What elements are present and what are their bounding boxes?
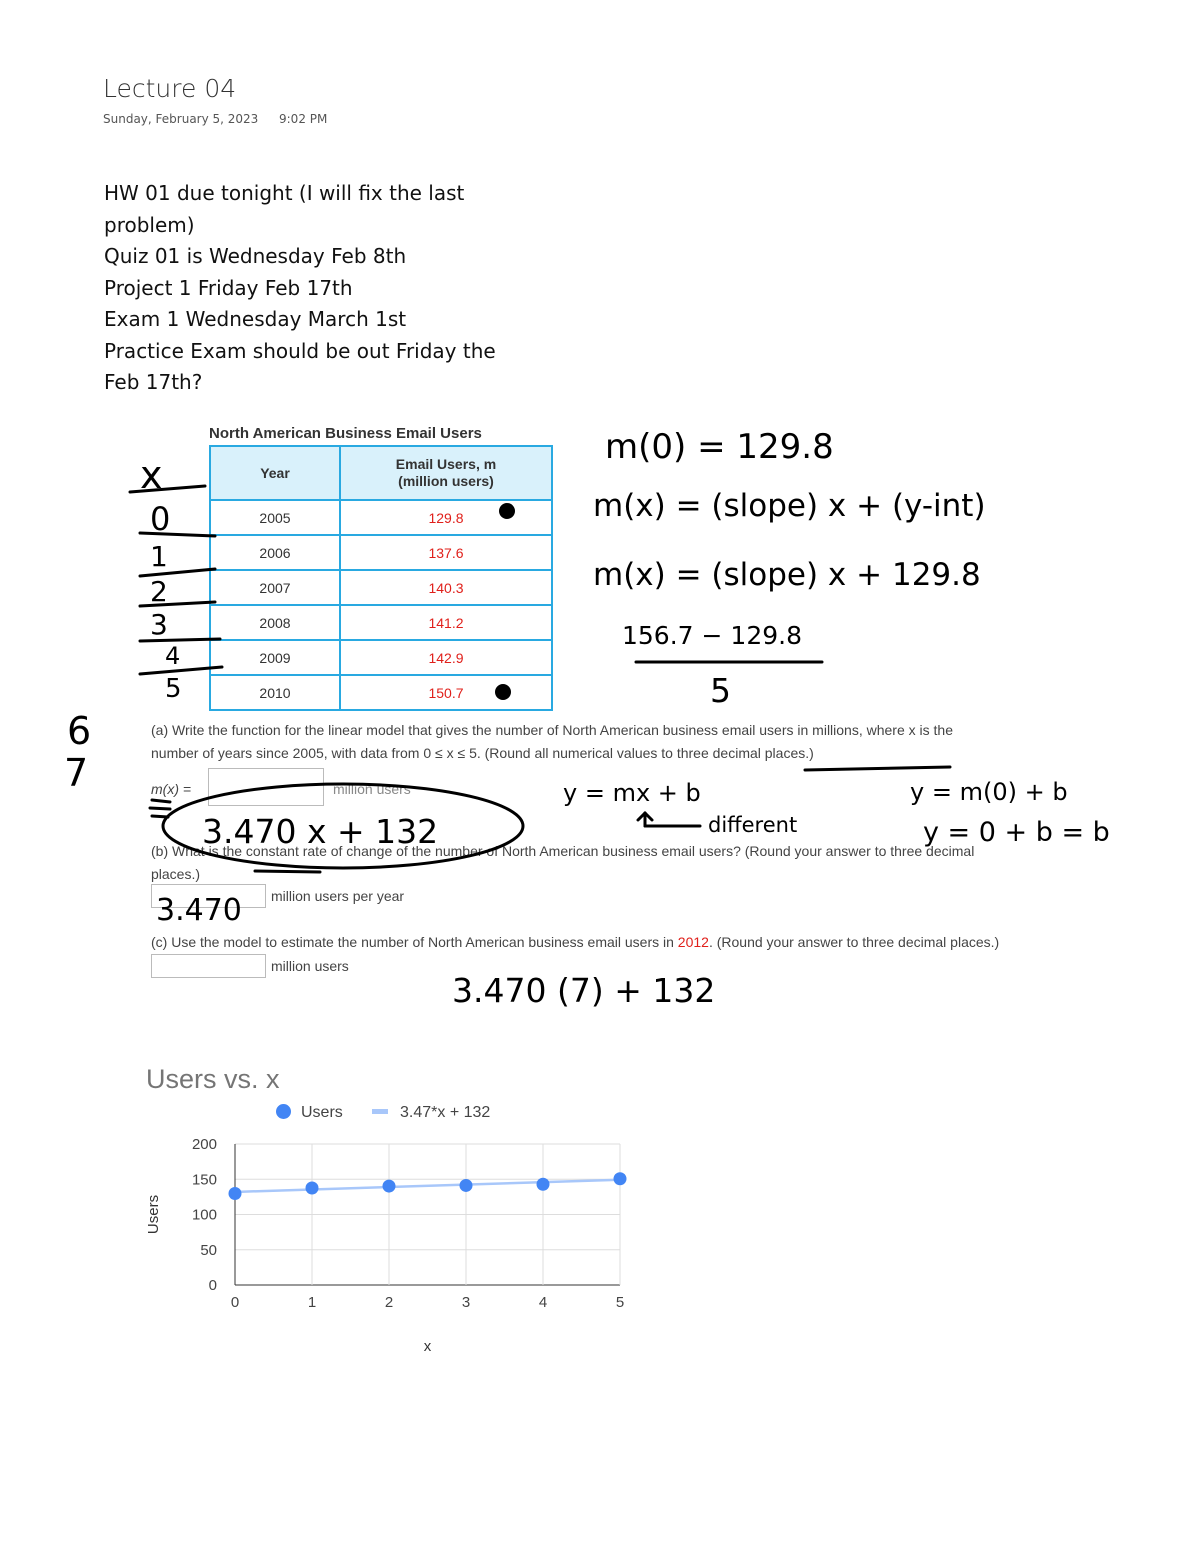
users-chart (140, 1130, 640, 1360)
data-point (537, 1178, 550, 1191)
question-b-line2: places.) (151, 866, 201, 882)
y-tick-label: 150 (191, 1171, 217, 1189)
x-tick-label: 2 (384, 1294, 394, 1311)
data-point (614, 1172, 627, 1185)
hand-slope-denominator: 5 (710, 671, 731, 710)
year-cell: 2010 (210, 675, 340, 710)
year-cell: 2007 (210, 570, 340, 605)
x-tick-label: 0 (230, 1294, 240, 1311)
hand-y-0-b: y = 0 + b = b (923, 817, 1110, 848)
dot-mark (499, 503, 515, 519)
x-tick-label: 5 (615, 1294, 625, 1311)
legend-trendline (372, 1104, 490, 1122)
answer-c-unit: million users (271, 958, 349, 974)
answer-a-label: m(x) = (151, 781, 192, 797)
hand-x-header: x (140, 453, 163, 497)
legend-line-icon (372, 1109, 388, 1114)
hand-answer-c: 3.470 (7) + 132 (452, 971, 716, 1010)
hand-slope-numerator: 156.7 − 129.8 (622, 621, 802, 650)
page-title: Lecture 04 (103, 74, 237, 103)
data-point (383, 1180, 396, 1193)
hand-mx-specific: m(x) = (slope) x + 129.8 (593, 557, 981, 593)
hand-different: different (708, 813, 798, 837)
question-c-year: 2012 (677, 934, 709, 950)
y-axis-label: Users (145, 1194, 162, 1235)
chart-title: Users vs. x (146, 1064, 280, 1094)
page-date: Sunday, February 5, 2023 (103, 112, 259, 126)
question-c-pre: (c) Use the model to estimate the number of North American business email users in (151, 934, 678, 950)
hand-x-value: 2 (150, 575, 168, 608)
column-header-users-line2: (million users) (398, 473, 494, 489)
hand-x-value: 4 (165, 642, 181, 670)
note-line: Feb 17th? (104, 370, 203, 394)
users-cell: 142.9 (340, 640, 552, 675)
users-cell: 137.6 (340, 535, 552, 570)
data-point (306, 1181, 319, 1194)
legend-dot-icon (276, 1104, 291, 1119)
x-tick-label: 3 (461, 1294, 471, 1311)
y-tick-label: 200 (191, 1136, 217, 1153)
hand-answer-b: 3.470 (156, 893, 242, 928)
y-tick-label: 100 (191, 1206, 217, 1224)
x-tick-label: 1 (307, 1294, 317, 1311)
legend-users-label: Users (301, 1104, 343, 1121)
users-cell: 129.8 (340, 500, 552, 535)
data-point (229, 1187, 242, 1200)
year-cell: 2009 (210, 640, 340, 675)
x-axis-label: x (423, 1338, 432, 1355)
hand-m0: m(0) = 129.8 (605, 427, 834, 467)
hand-x-value: 5 (165, 674, 182, 704)
legend-trendline-label: 3.47*x + 132 (400, 1104, 491, 1121)
question-a-line1: (a) Write the function for the linear model that gives the number of North American business email users in millions, where x is the (151, 722, 953, 738)
users-cell: 141.2 (340, 605, 552, 640)
hand-extra-value: 6 (67, 709, 92, 753)
note-line: problem) (104, 212, 195, 237)
stroke-line (255, 871, 320, 872)
year-cell: 2008 (210, 605, 340, 640)
hand-y-m0-b: y = m(0) + b (910, 778, 1068, 806)
note-line: HW 01 due tonight (I will fix the last (104, 181, 465, 205)
hand-answer-a: 3.470 x + 132 (202, 812, 439, 851)
note-line: Exam 1 Wednesday March 1st (104, 307, 407, 331)
stroke-line (805, 767, 950, 770)
note-line: Quiz 01 is Wednesday Feb 8th (104, 244, 407, 268)
year-cell: 2005 (210, 500, 340, 535)
hand-extra-value: 7 (64, 751, 89, 795)
legend-users (276, 1104, 343, 1122)
data-point (460, 1179, 473, 1192)
answer-b-unit: million users per year (271, 888, 405, 904)
dot-mark (495, 684, 511, 700)
question-a-line2: number of years since 2005, with data from 0 ≤ x ≤ 5. (Round all numerical values to three decimal places.) (151, 745, 814, 761)
column-header-users-line1: Email Users, m (395, 456, 497, 472)
note-line: Project 1 Friday Feb 17th (104, 275, 353, 300)
scribble (150, 800, 170, 817)
trendline (235, 1180, 620, 1192)
hand-y-mx-b: y = mx + b (563, 779, 701, 807)
y-tick-label: 50 (200, 1241, 217, 1259)
stroke-line (140, 667, 222, 674)
note-line: Practice Exam should be out Friday the (104, 338, 496, 363)
hand-x-value: 1 (150, 540, 168, 573)
hand-x-value: 0 (150, 500, 171, 538)
users-cell: 150.7 (340, 675, 552, 710)
hand-mx-general: m(x) = (slope) x + (y-int) (593, 488, 986, 524)
answer-a-unit: million users (333, 781, 411, 797)
users-cell: 140.3 (340, 570, 552, 605)
question-b-line1: (b) What is the constant rate of change of the number of North American business email users? (Round your answer to three decimal (151, 843, 975, 859)
column-header-year: Year (210, 446, 340, 500)
y-tick-label: 0 (208, 1277, 217, 1294)
year-cell: 2006 (210, 535, 340, 570)
hand-x-value: 3 (150, 608, 168, 641)
table-title: North American Business Email Users (209, 425, 482, 442)
x-tick-label: 4 (538, 1294, 548, 1311)
page-time: 9:02 PM (279, 112, 328, 126)
question-c-post: . (Round your answer to three decimal places.) (708, 934, 1000, 950)
